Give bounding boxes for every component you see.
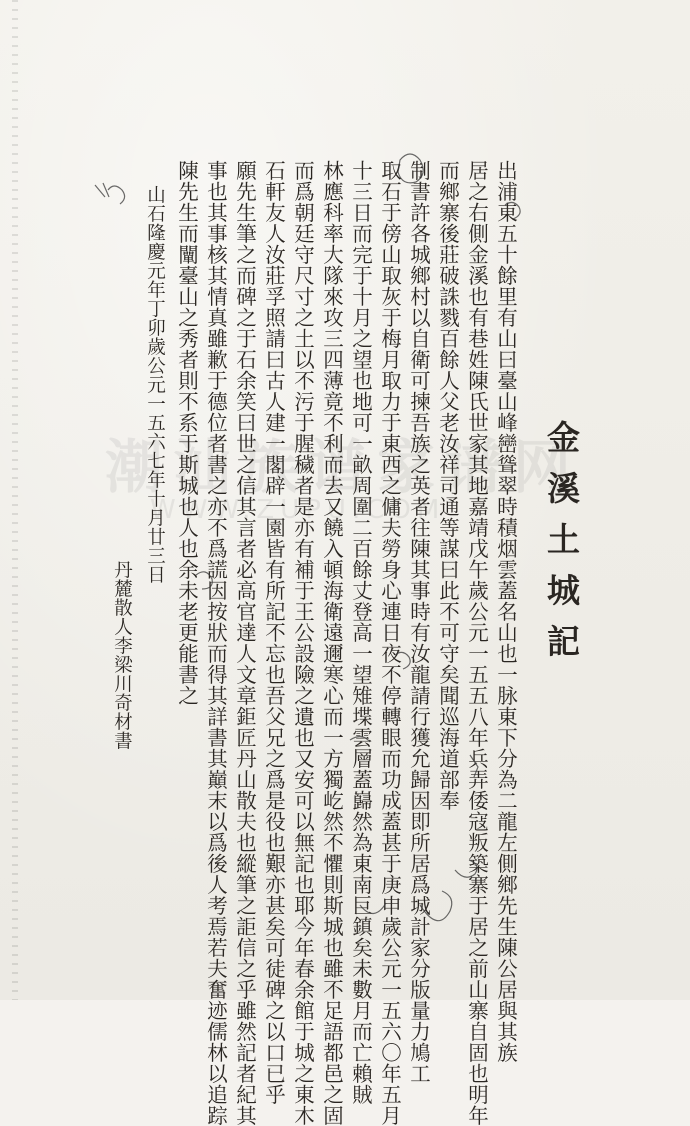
margin-loop-bottom [420, 891, 452, 921]
watermark-url: WWW.ZUPU.COM [150, 495, 446, 525]
text-column-12: 陳先生而闡臺山之秀者則不系于斯城也人也余未老更能書之 [174, 160, 199, 706]
watermark: 潮汕族谱家谱网 [105, 433, 582, 501]
margin-stroke-bottom [360, 903, 386, 914]
text-column-7: 林應科率大隊來攻三四薄竟不利而去又饒入頓海衛遠邇寒心而一方獨屹然不懼則斯城也雖不足語都邑之固 [319, 160, 344, 1126]
text-column-3: 而鄉寨後莊破誅戮百餘人父老汝祥司通等謀曰此不可守矣聞巡海道部奉 [435, 160, 460, 811]
margin-mark-mid [470, 755, 478, 777]
text-column-2: 居之右側金溪也有巷姓陳氏世家其地嘉靖戊午歲公元一五五八年兵弄倭寇叛築寨于居之前山寨自固也明年 [464, 160, 489, 1126]
signature-line: 丹麓散人李梁川奇材書 [111, 560, 133, 750]
date-line: 山石隆慶元年丁卯歲公元一五六七年十月廿三日 [144, 185, 166, 584]
text-column-5: 取石于傍山取灰于梅月取力于東西之傭夫勞身心連日夜不停轉眼而功成蓋甚于庚申歲公元一五六〇年五月 [377, 160, 402, 1126]
circle-mark-1 [398, 154, 423, 183]
margin-scribble-left [108, 186, 125, 204]
text-column-4: 制書許各城鄉村以自衛可揀吾族之英者往陳其事時有汝龍請行獲允歸因即所居爲城計家分版量力鳩工 [406, 160, 431, 1084]
text-column-8: 而爲朝廷守尺寸之土以不污于腥穢者是亦有補于王公設險之遺也又安可以無記也耶今年春余館于城之東木 [290, 160, 315, 1126]
text-column-9: 石軒友人汝莊孚照請曰古人建一閣辟一園皆有所記不忘也吾父兄之爲是役也艱亦甚矣可徒碑之以口已乎 [261, 160, 286, 1105]
text-column-10: 願先生筆之而碑之于石余笑曰世之信其言者必高官達人文章鉅匠丹山散夫也縱筆之詎信之乎雖然記者紀其 [232, 160, 257, 1126]
text-column-6: 十三日而完于十月之望也地可一畝周圍二百餘丈登高一望雉堞雲層蓋巋然為東南巨鎮矣未數月而亡賴賊 [348, 160, 373, 1105]
margin-stroke-mid [350, 736, 370, 742]
document-title: 金溪土城記 [542, 420, 581, 675]
circle-mark-2 [196, 572, 212, 589]
margin-mark-bottom [455, 860, 477, 877]
margin-mark-top-right [505, 202, 520, 219]
text-column-1: 出浦東五十餘里有山曰臺山峰巒聳翠時積烟雲蓋名山也一脉東下分為二龍左側鄉先生陳公居與其族 [493, 160, 518, 1063]
text-column-11: 事也其事核其情真雖歉于德位者書之亦不爲謊因按狀而得其詳書其巔末以爲後人考焉若夫奮迹儒林以追踪 [203, 160, 228, 1126]
circle-mark-3 [395, 652, 410, 669]
margin-mark-left [95, 183, 109, 197]
